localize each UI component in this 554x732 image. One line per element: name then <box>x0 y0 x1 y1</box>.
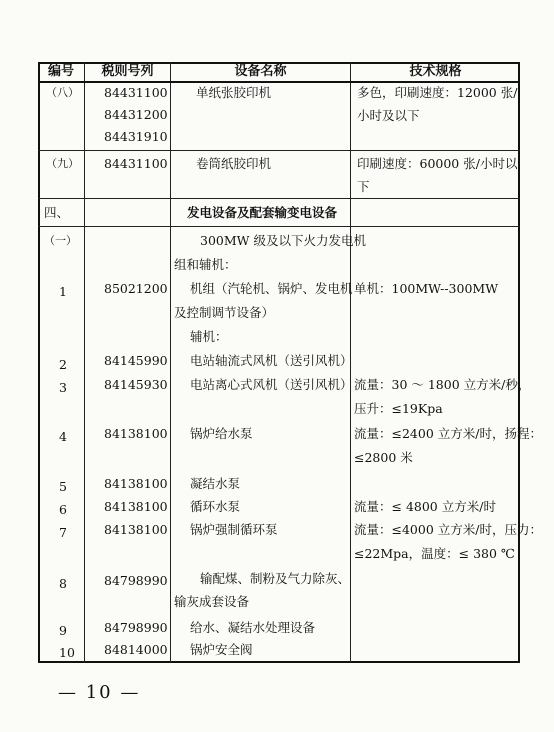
equipment-name: 输配煤、制粉及气力除灰、 <box>200 571 351 586</box>
row-no: 2 <box>59 357 67 372</box>
col-divider <box>170 62 171 663</box>
tariff-code: 84138100 <box>104 426 168 441</box>
equipment-name: 给水、凝结水处理设备 <box>190 620 316 635</box>
equipment-name: 锅炉安全阀 <box>190 642 253 657</box>
row-no: 3 <box>59 380 67 395</box>
section-title: 发电设备及配套输变电设备 <box>187 205 338 220</box>
row-no: 6 <box>59 502 67 517</box>
spec-text: 下 <box>357 179 370 194</box>
row-no: 8 <box>59 576 67 591</box>
equipment-name: 组和辅机： <box>174 257 237 272</box>
equipment-name: 300MW 级及以下火力发电机 <box>200 233 366 248</box>
header-tariff: 税则号列 <box>101 64 154 79</box>
spec-text: 压升：≤19Kpa <box>354 401 443 416</box>
row-rule <box>38 226 520 227</box>
row-no: 7 <box>59 525 67 540</box>
spec-text: 流量：≤4000 立方米/时，压力： <box>354 522 542 537</box>
tariff-code: 84431200 <box>104 107 168 122</box>
tariff-code: 84145990 <box>104 353 168 368</box>
equipment-name: 机组（汽轮机、锅炉、发电机 <box>190 281 353 296</box>
spec-text: 多色，印刷速度：12000 张/ <box>357 85 518 100</box>
spec-text: 流量：30 ～ 1800 立方米/秒， <box>354 377 531 392</box>
equipment-name: 电站轴流式风机（送引风机） <box>190 353 353 368</box>
tariff-code: 84138100 <box>104 499 168 514</box>
spec-text: 流量：≤2400 立方米/时，扬程： <box>354 426 542 441</box>
row-no: （一） <box>44 234 77 247</box>
equipment-name: 电站离心式风机（送引风机） <box>190 377 353 392</box>
equipment-name: 单纸张胶印机 <box>196 85 272 100</box>
page-number: — 10 — <box>58 682 141 703</box>
row-no: 4 <box>59 429 67 444</box>
equipment-name: 卷筒纸胶印机 <box>196 156 272 171</box>
row-no: 1 <box>59 284 67 299</box>
col-divider <box>84 62 85 663</box>
equipment-name: 锅炉强制循环泵 <box>190 522 278 537</box>
header-name: 设备名称 <box>234 64 287 79</box>
tariff-code: 84431910 <box>104 129 168 144</box>
tariff-code: 84431100 <box>104 85 168 100</box>
row-no: （八） <box>46 86 79 99</box>
row-no: （九） <box>46 157 79 170</box>
tariff-code: 84814000 <box>104 642 168 657</box>
section-no: 四、 <box>44 205 70 220</box>
header-spec: 技术规格 <box>409 64 462 79</box>
tariff-code: 84431100 <box>104 156 168 171</box>
tariff-code: 85021200 <box>104 281 168 296</box>
spec-text: 流量：≤ 4800 立方米/时 <box>354 499 496 514</box>
row-no: 5 <box>59 479 67 494</box>
header-rule <box>38 81 520 83</box>
header-no: 编号 <box>47 64 74 79</box>
aux-label: 辅机： <box>190 329 228 344</box>
tariff-code: 84138100 <box>104 476 168 491</box>
row-rule <box>38 198 520 199</box>
tariff-code: 84798990 <box>104 573 168 588</box>
row-no: 10 <box>59 645 75 660</box>
row-rule <box>38 150 520 151</box>
spec-text: 印刷速度：60000 张/小时以 <box>357 156 518 171</box>
row-no: 9 <box>59 623 67 638</box>
spec-text: 单机：100MW--300MW <box>354 281 499 296</box>
equipment-name: 凝结水泵 <box>190 476 241 491</box>
tariff-code: 84798990 <box>104 620 168 635</box>
tariff-code: 84138100 <box>104 522 168 537</box>
equipment-name: 循环水泵 <box>190 499 241 514</box>
tariff-code: 84145930 <box>104 377 168 392</box>
spec-text: 小时及以下 <box>357 108 420 123</box>
spec-text: ≤2800 米 <box>354 450 413 465</box>
equipment-name: 输灰成套设备 <box>174 594 250 609</box>
equipment-name: 锅炉给水泵 <box>190 426 253 441</box>
equipment-name: 及控制调节设备） <box>174 305 275 320</box>
spec-text: ≤22Mpa，温度：≤ 380 ℃ <box>354 546 515 561</box>
